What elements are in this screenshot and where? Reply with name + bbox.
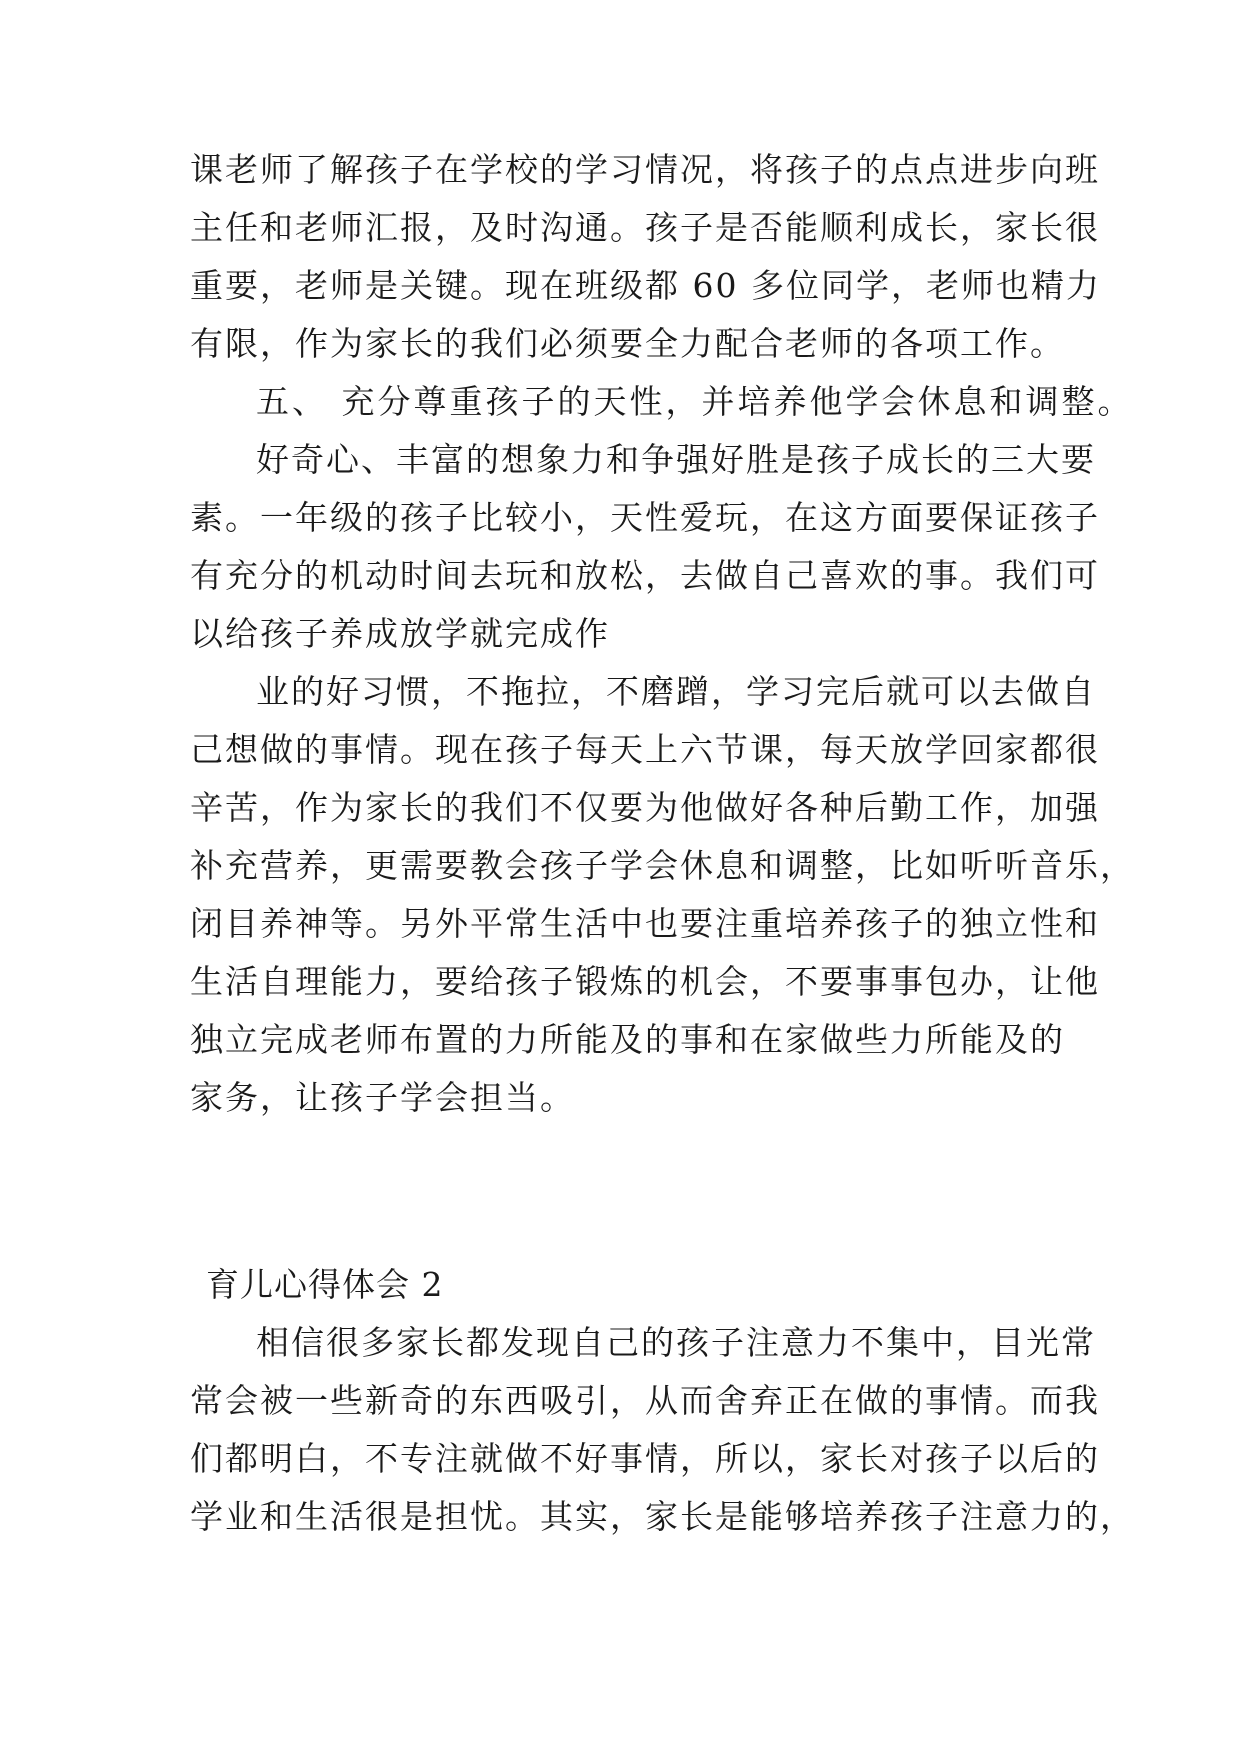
paragraph-line: 课老师了解孩子在学校的学习情况，将孩子的点点进步向班 bbox=[190, 150, 1100, 189]
paragraph-line: 主任和老师汇报，及时沟通。孩子是否能顺利成长，家长很 bbox=[190, 208, 1100, 247]
paragraph-line: 重要，老师是关键。现在班级都 60 多位同学，老师也精力 bbox=[190, 266, 1101, 305]
paragraph-line: 有限，作为家长的我们必须要全力配合老师的各项工作。 bbox=[190, 324, 1065, 363]
paragraph-line: 业的好习惯，不拖拉，不磨蹭，学习完后就可以去做自 bbox=[256, 672, 1096, 711]
paragraph-line: 以给孩子养成放学就完成作 bbox=[190, 614, 610, 653]
paragraph-line: 生活自理能力，要给孩子锻炼的机会，不要事事包办，让他 bbox=[190, 962, 1100, 1001]
paragraph-line: 闭目养神等。另外平常生活中也要注重培养孩子的独立性和 bbox=[190, 904, 1100, 943]
paragraph-line: 独立完成老师布置的力所能及的事和在家做些力所能及的 bbox=[190, 1020, 1065, 1059]
paragraph-line: 有充分的机动时间去玩和放松，去做自己喜欢的事。我们可 bbox=[190, 556, 1100, 595]
paragraph-line: 常会被一些新奇的东西吸引，从而舍弃正在做的事情。而我 bbox=[190, 1381, 1100, 1420]
section-heading: 五、 充分尊重孩子的天性，并培养他学会休息和调整。 bbox=[256, 382, 1134, 421]
paragraph-line: 相信很多家长都发现自己的孩子注意力不集中，目光常 bbox=[256, 1323, 1096, 1362]
paragraph-line: 补充营养，更需要教会孩子学会休息和调整，比如听听音乐， bbox=[190, 846, 1135, 885]
paragraph-line: 辛苦，作为家长的我们不仅要为他做好各种后勤工作，加强 bbox=[190, 788, 1100, 827]
paragraph-line: 家务，让孩子学会担当。 bbox=[190, 1078, 575, 1117]
section-title: 育儿心得体会 2 bbox=[206, 1265, 444, 1304]
paragraph-line: 学业和生活很是担忧。其实，家长是能够培养孩子注意力的， bbox=[190, 1497, 1135, 1536]
paragraph-line: 好奇心、丰富的想象力和争强好胜是孩子成长的三大要 bbox=[256, 440, 1096, 479]
paragraph-line: 素。一年级的孩子比较小，天性爱玩，在这方面要保证孩子 bbox=[190, 498, 1100, 537]
paragraph-line: 己想做的事情。现在孩子每天上六节课，每天放学回家都很 bbox=[190, 730, 1100, 769]
paragraph-line: 们都明白，不专注就做不好事情，所以，家长对孩子以后的 bbox=[190, 1439, 1100, 1478]
